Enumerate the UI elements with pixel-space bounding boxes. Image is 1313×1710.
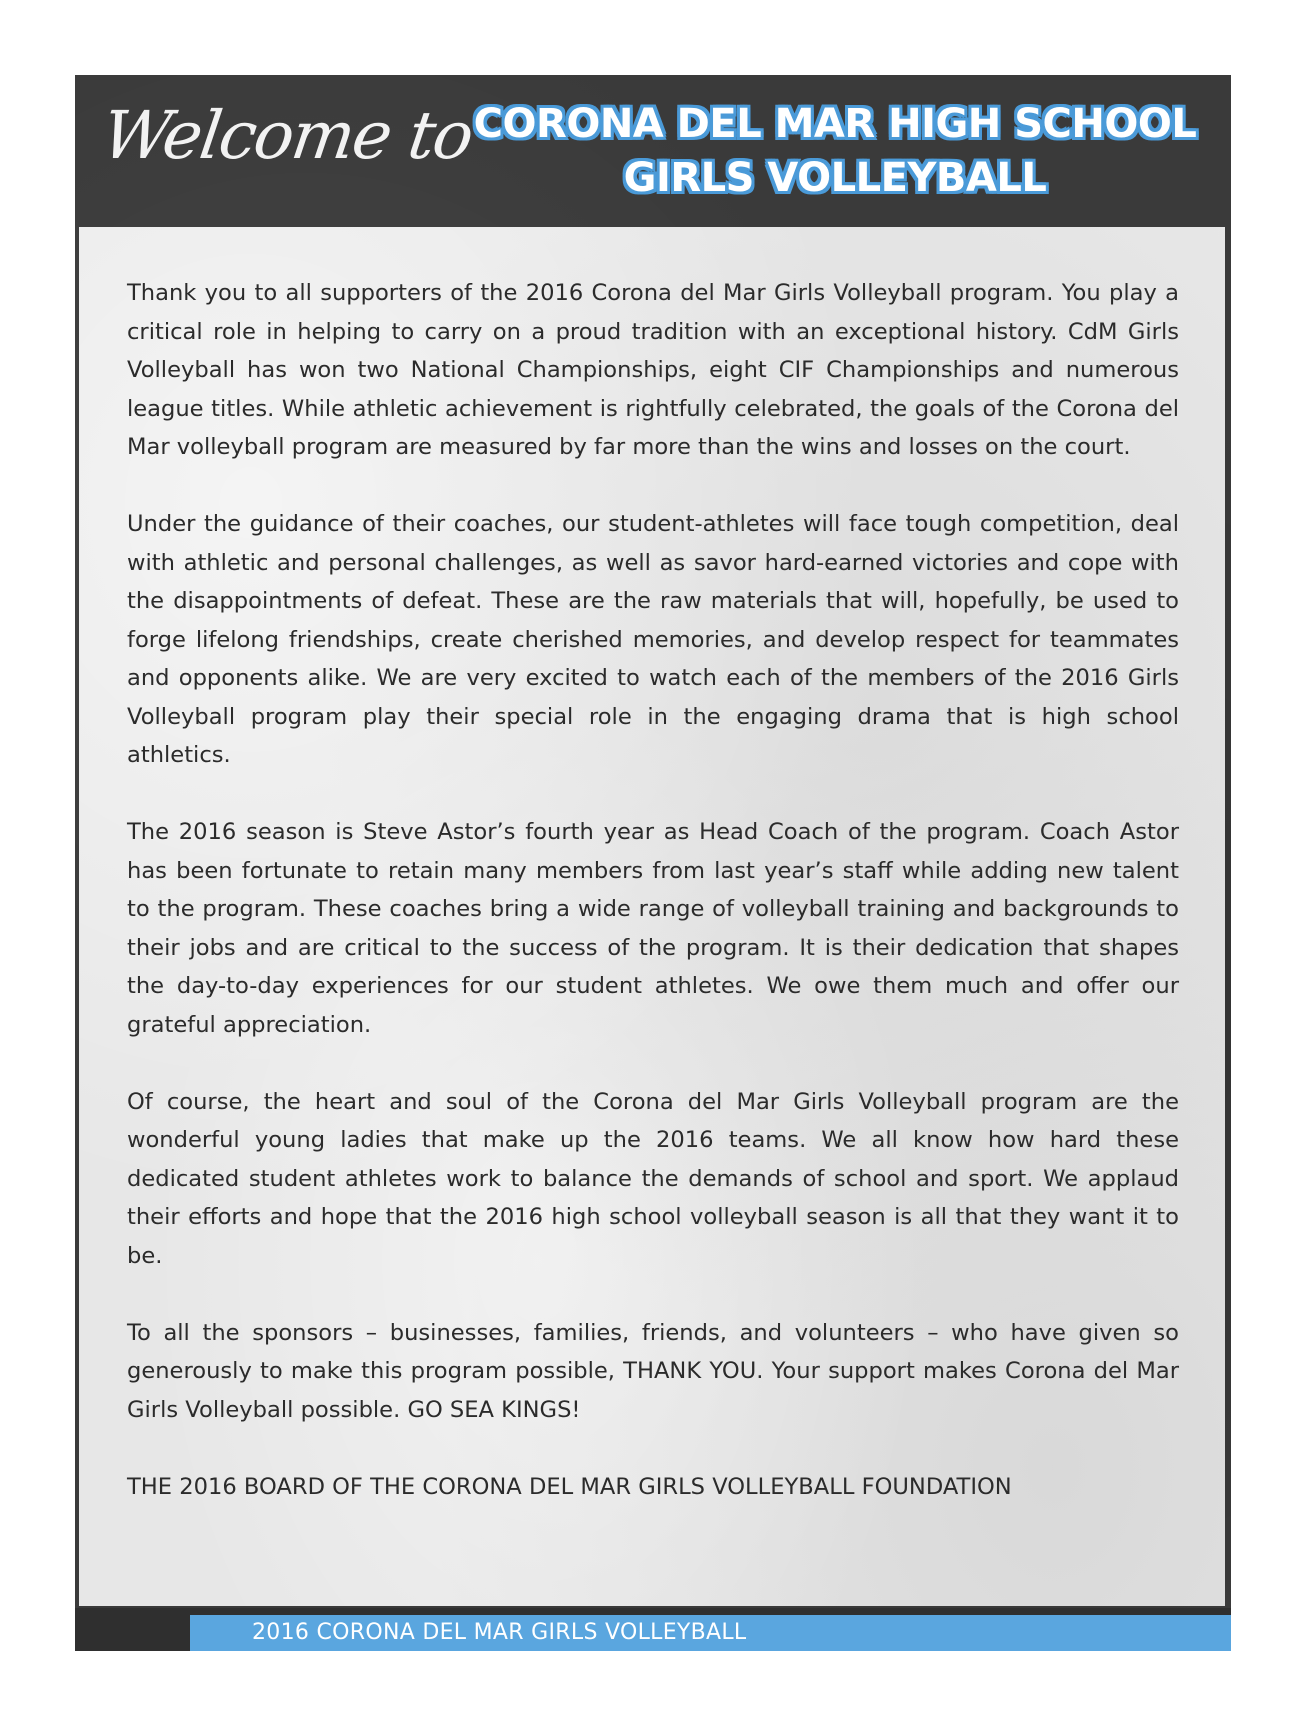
- title-line-school: CORONA DEL MAR HIGH SCHOOL: [473, 101, 1197, 147]
- header-band: [75, 75, 1231, 225]
- footer-accent-band: [190, 1615, 1231, 1651]
- letter-signature: THE 2016 BOARD OF THE CORONA DEL MAR GIRLS VOLLEYBALL FOUNDATION: [127, 1473, 1012, 1500]
- welcome-script: Welcome to: [97, 97, 477, 174]
- letter-paragraph: Under the guidance of their coaches, our student-athletes will face tough competition, deal with athletic and personal challenges, as well as savor hard-earned victories and cope with the disappointments of defeat. These are the raw materials that will, hopefully, be used to forge lifelong friendships, create cherished memories, and develop respect for teammates and opponents alike. We are very excited to watch each of the members of the 2016 Girls Volleyball program play their special role in the engaging drama that is high school athletics.: [127, 511, 1179, 768]
- page-title: [465, 97, 1205, 205]
- footer-text: 2016 CORONA DEL MAR GIRLS VOLLEYBALL: [252, 1620, 747, 1645]
- footer-bar: [75, 1608, 1231, 1651]
- content-panel: [79, 227, 1225, 1606]
- title-line-program: GIRLS VOLLEYBALL: [623, 155, 1047, 201]
- letter-paragraph: Thank you to all supporters of the 2016 Corona del Mar Girls Volleyball program. You play a critical role in helping to carry on a proud tradition with an exceptional history. CdM Girls Volleyball has won two National Championships, eight CIF Championships and numerous league titles. While athletic achievement is rightfully celebrated, the goals of the Corona del Mar volleyball program are measured by far more than the wins and losses on the court.: [127, 280, 1179, 460]
- letter-paragraph: Of course, the heart and soul of the Corona del Mar Girls Volleyball program are the wonderful young ladies that make up the 2016 teams. We all know how hard these dedicated student athletes work to balance the demands of school and sport. We applaud their efforts and hope that the 2016 high school volleyball season is all that they want it to be.: [127, 1088, 1179, 1269]
- page-frame: [75, 75, 1231, 1651]
- letter-body: [127, 274, 1179, 1545]
- letter-paragraph: To all the sponsors – businesses, families, friends, and volunteers – who have given so generously to make this program possible, THANK YOU. Your support makes Corona del Mar Girls Volleyball possible. GO SEA KINGS!: [127, 1319, 1179, 1423]
- letter-paragraph: The 2016 season is Steve Astor’s fourth year as Head Coach of the program. Coach Astor has been fortunate to retain many members from last year’s staff while adding new talent to the program. These coaches bring a wide range of volleyball training and backgrounds to their jobs and are critical to the success of the program. It is their dedication that shapes the day-to-day experiences for our student athletes. We owe them much and offer our grateful appreciation.: [127, 819, 1179, 1038]
